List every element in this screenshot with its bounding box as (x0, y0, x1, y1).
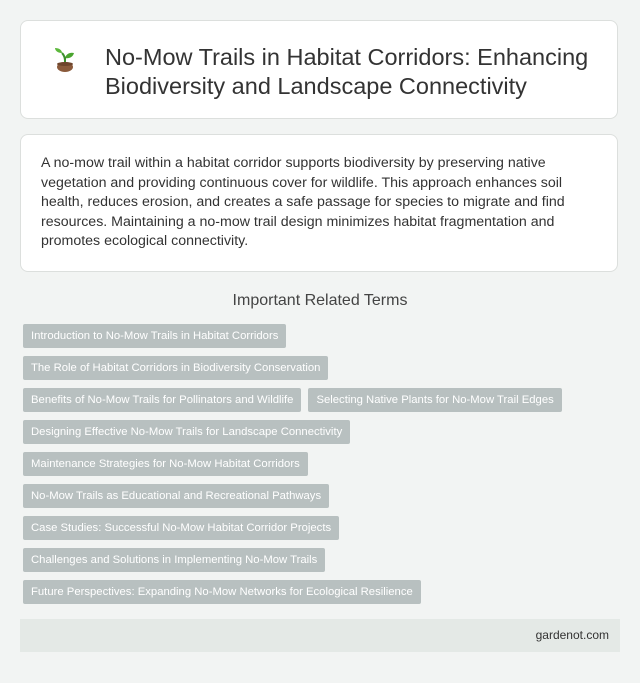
summary-card (20, 134, 618, 272)
related-term-tag[interactable]: Challenges and Solutions in Implementing No-Mow Trails (23, 548, 325, 572)
tag-row (23, 324, 623, 348)
related-term-tag[interactable]: Future Perspectives: Expanding No-Mow Networks for Ecological Resilience (23, 580, 421, 604)
related-term-tag[interactable]: Designing Effective No-Mow Trails for Landscape Connectivity (23, 420, 350, 444)
tag-row (23, 548, 623, 572)
related-term-tag[interactable]: Introduction to No-Mow Trails in Habitat Corridors (23, 324, 286, 348)
title-card (20, 20, 618, 119)
footer (20, 619, 620, 652)
related-term-tag[interactable]: No-Mow Trails as Educational and Recreational Pathways (23, 484, 329, 508)
title-wrap (53, 43, 603, 101)
tag-row (23, 516, 623, 540)
related-terms-list (23, 324, 623, 612)
footer-site-link[interactable]: gardenot.com (535, 628, 609, 642)
summary-text: A no-mow trail within a habitat corridor supports biodiversity by preserving native vegetation and providing continuous cover for wildlife. This approach enhances soil health, reduces erosion, and creates a safe passage for species to migrate and find resources. Maintaining a no-mow trail design minimizes habitat fragmentation and promotes ecological connectivity. (41, 155, 565, 249)
tag-row (23, 356, 623, 380)
related-term-tag[interactable]: The Role of Habitat Corridors in Biodiversity Conservation (23, 356, 328, 380)
tag-row (23, 388, 623, 412)
page-title: No-Mow Trails in Habitat Corridors: Enhancing Biodiversity and Landscape Connectivity (105, 44, 589, 99)
sprout-icon (53, 47, 77, 73)
related-term-tag[interactable]: Benefits of No-Mow Trails for Pollinators and Wildlife (23, 388, 301, 412)
related-term-tag[interactable]: Selecting Native Plants for No-Mow Trail Edges (308, 388, 561, 412)
related-term-tag[interactable]: Maintenance Strategies for No-Mow Habitat Corridors (23, 452, 308, 476)
tag-row (23, 452, 623, 476)
tag-row (23, 580, 623, 604)
tag-row (23, 420, 623, 444)
related-term-tag[interactable]: Case Studies: Successful No-Mow Habitat Corridor Projects (23, 516, 339, 540)
tag-row (23, 484, 623, 508)
related-terms-heading: Important Related Terms (232, 292, 408, 309)
